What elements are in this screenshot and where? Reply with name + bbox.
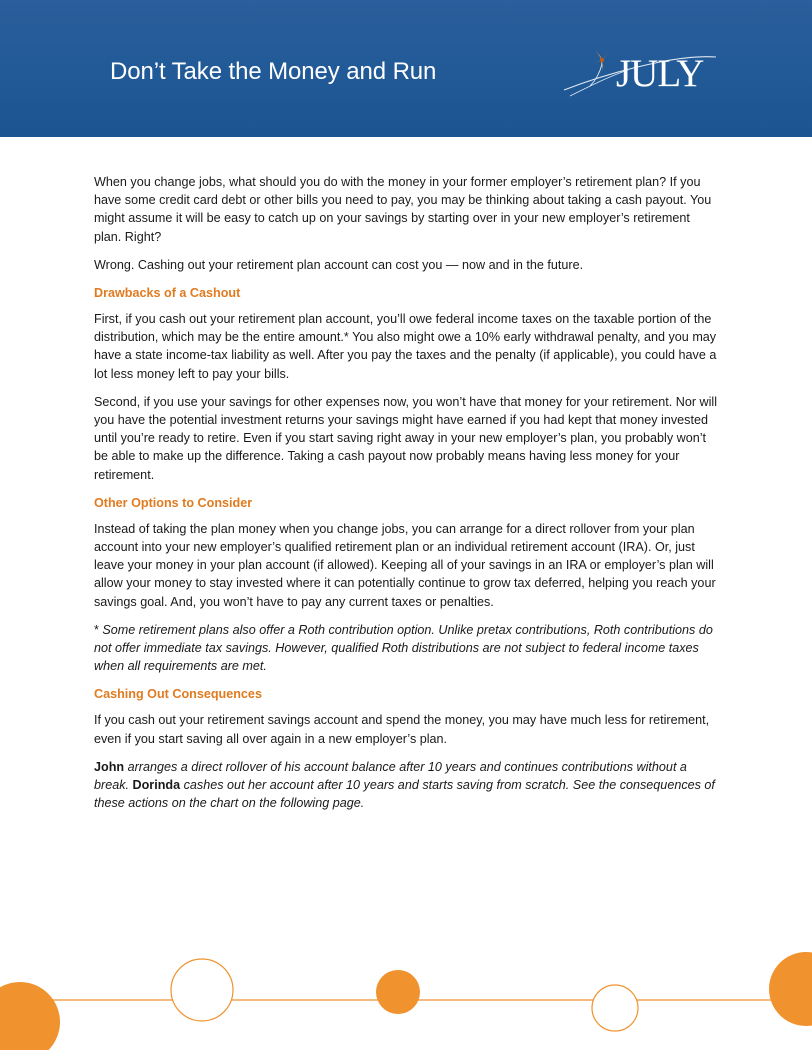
footnote-mark: * xyxy=(94,622,99,637)
consequences-paragraph: If you cash out your retirement savings account and spend the money, you may have much less for retirement, even if you start saving all over again in a new employer’s plan. xyxy=(94,713,710,746)
dorinda-text: cashes out her account after 10 years and starts saving from scratch. See the consequences of these actions on the chart on the following page. xyxy=(94,778,715,811)
intro-paragraph: When you change jobs, what should you do with the money in your former employer’s retirement plan? If you have some credit card debt or other bills you need to pay, you may be thinking about taking a cash payout. You might assume it will be easy to catch up on your savings by starting over in your new employer’s retirement plan. Right? xyxy=(94,175,712,244)
drawbacks-paragraph-1: First, if you cash out your retirement plan account, you’ll owe federal income taxes on the taxable portion of the distribution, which may be the entire amount.* You also might owe a 10% early withdrawal penalty, and you may have a state income-tax liability as well. After you pay the taxes and the penalty (if applicable), you could have a lot less money left to pay your bills. xyxy=(94,312,717,381)
section-heading-options: Other Options to Consider xyxy=(94,495,253,510)
logo-wordmark: JULY xyxy=(616,52,704,95)
scenario-paragraph xyxy=(94,758,720,813)
page-title: Don’t Take the Money and Run xyxy=(110,58,437,85)
footer-circle-filled-1 xyxy=(376,970,420,1014)
name-dorinda: Dorinda xyxy=(132,778,181,793)
john-text: arranges a direct rollover of his account balance after 10 years and continues contributions without a break. xyxy=(94,759,687,793)
section-heading-consequences: Cashing Out Consequences xyxy=(94,687,262,702)
footnote xyxy=(94,621,720,676)
article-body xyxy=(94,173,720,822)
wrong-paragraph: Wrong. Cashing out your retirement plan account can cost you — now and in the future. xyxy=(94,257,584,272)
footer-circle-outline-1 xyxy=(171,959,233,1021)
footer-circle-outline-2 xyxy=(592,985,638,1031)
section-heading-drawbacks: Drawbacks of a Cashout xyxy=(94,286,241,301)
footnote-text: Some retirement plans also offer a Roth contribution option. Unlike pretax contributions, Roth contributions do not offer immediate tax savings. However, qualified Roth distributions are not subject to federal income taxes when all requirements are met. xyxy=(94,622,713,674)
name-john: John xyxy=(94,759,125,774)
header-banner xyxy=(0,0,812,137)
footer-circle-filled-2 xyxy=(0,982,60,1050)
options-paragraph: Instead of taking the plan money when you change jobs, you can arrange for a direct rollover from your plan account into your new employer’s qualified retirement plan or an individual retirement account (IRA). Or, just leave your money in your plan account (if allowed). Keeping all of your savings in an IRA or employer’s plan will allow your money to stay invested where it can potentially continue to grow tax deferred, helping you reach your savings goal. And, you won’t have to pay any current taxes or penalties. xyxy=(94,521,716,609)
footer-circle-filled-3 xyxy=(769,952,812,1026)
drawbacks-paragraph-2: Second, if you use your savings for other expenses now, you won’t have that money for your retirement. Nor will you have the potential investment returns your savings might have earned if you had kept that money invested until you’re ready to retire. Even if you start saving right away in your new employer’s plan, you probably won’t be able to make up the difference. Taking a cash payout now probably means having less money for your retirement. xyxy=(94,394,718,482)
footer-decoration xyxy=(0,940,812,1050)
